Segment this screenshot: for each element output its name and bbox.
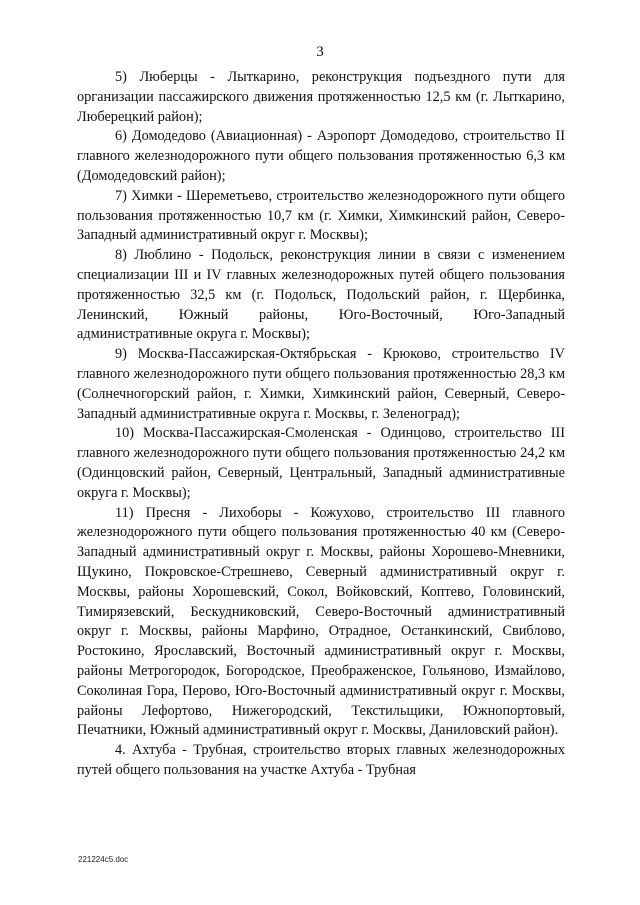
paragraph-smolenskaya-odintsovo: 10) Москва-Пассажирская-Смоленская - Одинцово, строительство III главного железнодорожного пути общего пользования протяженностью 24,2 км (Одинцовский район, Северный, Центральный, Западный административные округа г. Москвы); <box>77 425 565 501</box>
paragraph-lyubertsy-lytkarino: 5) Люберцы - Лыткарино, реконструкция подъездного пути для организации пассажирского движения протяженностью 12,5 км (г. Лыткарино, Люберецкий район); <box>77 69 565 125</box>
footer-file-code: 221224c5.doc <box>78 855 129 864</box>
paragraph-presnya-likhobory-kozhukhovo: 11) Пресня - Лихоборы - Кожухово, строительство III главного железнодорожного пути общего пользования протяженностью 40 км (Северо-Западный административный округ г. Москвы, районы Хорошево-Мневники, Щукино, Покровское-Стрешнево, Северный административный округ г. Москвы, районы Хорошевский, Сокол, Войковский, Коптево, Головинский, Тимирязевский, Бескудниковский, Северо-Восточный административный округ г. Москвы, районы Марфино, Отрадное, Останкинский, Свиблово, Ростокино, Ярославский, Восточный административный округ г. Москвы, районы Метрогородок, Богородское, Преображенское, Гольяново, Измайлово, Соколиная Гора, Перово, Юго-Восточный административный округ г. Москвы, районы Лефортово, Нижегородский, Текстильщики, Южнопортовый, Печатники, Южный административный округ г. Москвы, Даниловский район). <box>77 504 565 739</box>
paragraph-domodedovo: 6) Домодедово (Авиационная) - Аэропорт Домодедово, строительство II главного железнодорожного пути общего пользования протяженностью 6,3 км (Домодедовский район); <box>77 128 565 184</box>
paragraph-oktyabrskaya-kryukovo: 9) Москва-Пассажирская-Октябрьская - Крюково, строительство IV главного железнодорожного пути общего пользования протяженностью 28,3 км (Солнечногорский район, г. Химки, Химкинский район, Северный, Северо-Западный административные округа г. Москвы, г. Зеленоград); <box>77 346 565 422</box>
document-body <box>77 68 565 781</box>
paragraph-lyublino-podolsk: 8) Люблино - Подольск, реконструкция линии в связи с изменением специализации III и IV главных железнодорожных путей общего пользования протяженностью 32,5 км (г. Подольск, Подольский район, г. Щербинка, Ленинский, Южный районы, Юго-Восточный, Юго-Западный административные округа г. Москвы); <box>77 247 565 343</box>
page-number: 3 <box>316 44 324 60</box>
paragraph-khimki-sheremetyevo: 7) Химки - Шереметьево, строительство железнодорожного пути общего пользования протяженностью 10,7 км (г. Химки, Химкинский район, Северо-Западный административный округ г. Москвы); <box>77 187 565 244</box>
paragraph-akhtuba-trubnaya: 4. Ахтуба - Трубная, строительство вторых главных железнодорожных путей общего пользования на участке Ахтуба - Трубная <box>77 742 565 778</box>
